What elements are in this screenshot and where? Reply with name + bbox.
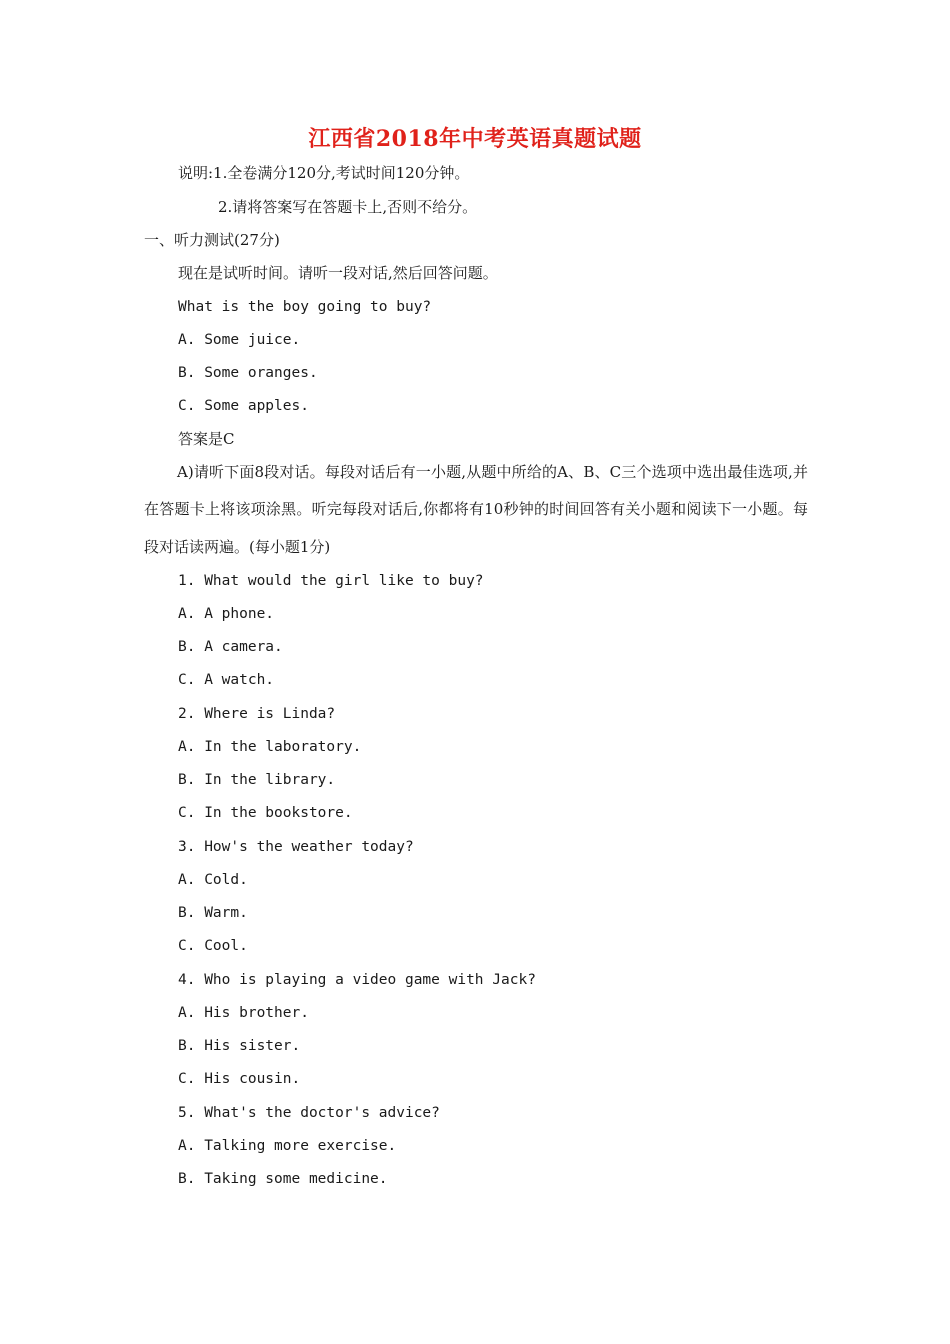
sample-option: B. Some oranges. [178, 365, 318, 381]
question-option: B. A camera. [178, 639, 283, 655]
question-option: B. In the library. [178, 772, 336, 788]
question-option: B. Warm. [178, 905, 248, 921]
question-2: 2. Where is Linda? [178, 706, 336, 722]
question-3: 3. How's the weather today? [178, 839, 414, 855]
sample-intro: 现在是试听时间。请听一段对话,然后回答问题。 [178, 264, 498, 282]
sample-option: A. Some juice. [178, 332, 301, 348]
section-heading: 一、听力测试(27分) [144, 231, 280, 249]
question-option: A. Cold. [178, 872, 248, 888]
question-option: A. His brother. [178, 1005, 309, 1021]
part-a-instructions: A)请听下面8段对话。每段对话后有一小题,从题中所给的A、B、C三个选项中选出最佳选项,并在答题卡上将该项涂黑。听完每段对话后,你都将有10秒钟的时间回答有关小题和阅读下一小题。每段对话读两遍。(每小题1分) [144, 463, 808, 556]
question-option: B. Taking some medicine. [178, 1171, 388, 1187]
question-option: C. His cousin. [178, 1071, 301, 1087]
question-option: A. Talking more exercise. [178, 1138, 397, 1154]
sample-answer: 答案是C [178, 430, 235, 448]
sample-option: C. Some apples. [178, 398, 309, 414]
question-option: C. In the bookstore. [178, 805, 353, 821]
note-1: 说明:1.全卷满分120分,考试时间120分钟。 [178, 164, 470, 182]
note-2: 2.请将答案写在答题卡上,否则不给分。 [218, 198, 478, 216]
question-option: A. A phone. [178, 606, 275, 622]
question-option: C. A watch. [178, 672, 275, 688]
page-title: 江西省2018年中考英语真题试题 [308, 126, 642, 152]
question-option: A. In the laboratory. [178, 739, 362, 755]
question-1: 1. What would the girl like to buy? [178, 573, 484, 589]
question-option: C. Cool. [178, 938, 248, 954]
question-4: 4. Who is playing a video game with Jack? [178, 972, 536, 988]
question-5: 5. What's the doctor's advice? [178, 1105, 440, 1121]
question-option: B. His sister. [178, 1038, 301, 1054]
sample-question: What is the boy going to buy? [178, 299, 432, 315]
